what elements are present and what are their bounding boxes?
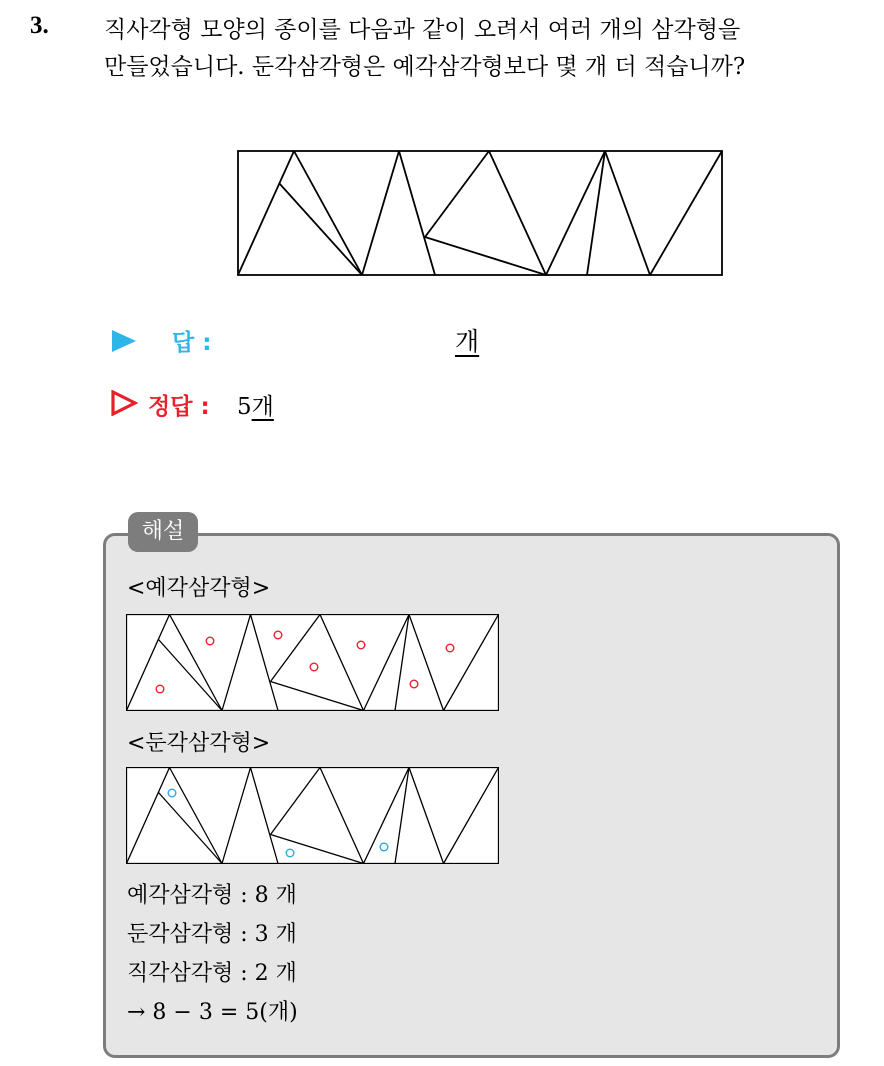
answer-label: 답 : [172,330,212,356]
solution-tag: 해설 [128,512,198,552]
rectangle-cut-figure [237,150,723,276]
correct-answer-unit: 개 [251,394,274,420]
play-triangle-icon [112,330,136,352]
obtuse-heading: <둔각삼각형> [127,731,271,756]
solution-line-acute-count: 예각삼각형 : 8 개 [127,883,297,908]
answer-row [110,322,610,362]
solution-line-obtuse-count: 둔각삼각형 : 3 개 [127,922,297,947]
question-line-2: 만들었습니다. 둔각삼각형은 예각삼각형보다 몇 개 더 적습니까? [104,54,746,80]
correct-answer-label: 정답 : [148,394,210,420]
obtuse-triangles-figure [126,767,499,864]
answer-blank-unit[interactable]: 개 [455,327,480,356]
solution-line-result: → 8 − 3 = 5(개) [127,1000,298,1025]
acute-heading: <예각삼각형> [127,576,271,601]
solution-line-right-count: 직각삼각형 : 2 개 [127,961,297,986]
correct-answer-value [237,388,274,421]
acute-triangles-figure [126,614,499,711]
outline-triangle-icon [110,390,138,416]
correct-answer-number: 5 [237,394,252,420]
question-number: 3. [30,12,49,39]
question-line-1: 직사각형 모양의 종이를 다음과 같이 오려서 여러 개의 삼각형을 [104,17,741,43]
question-text [104,12,874,86]
correct-answer-row [110,386,610,426]
